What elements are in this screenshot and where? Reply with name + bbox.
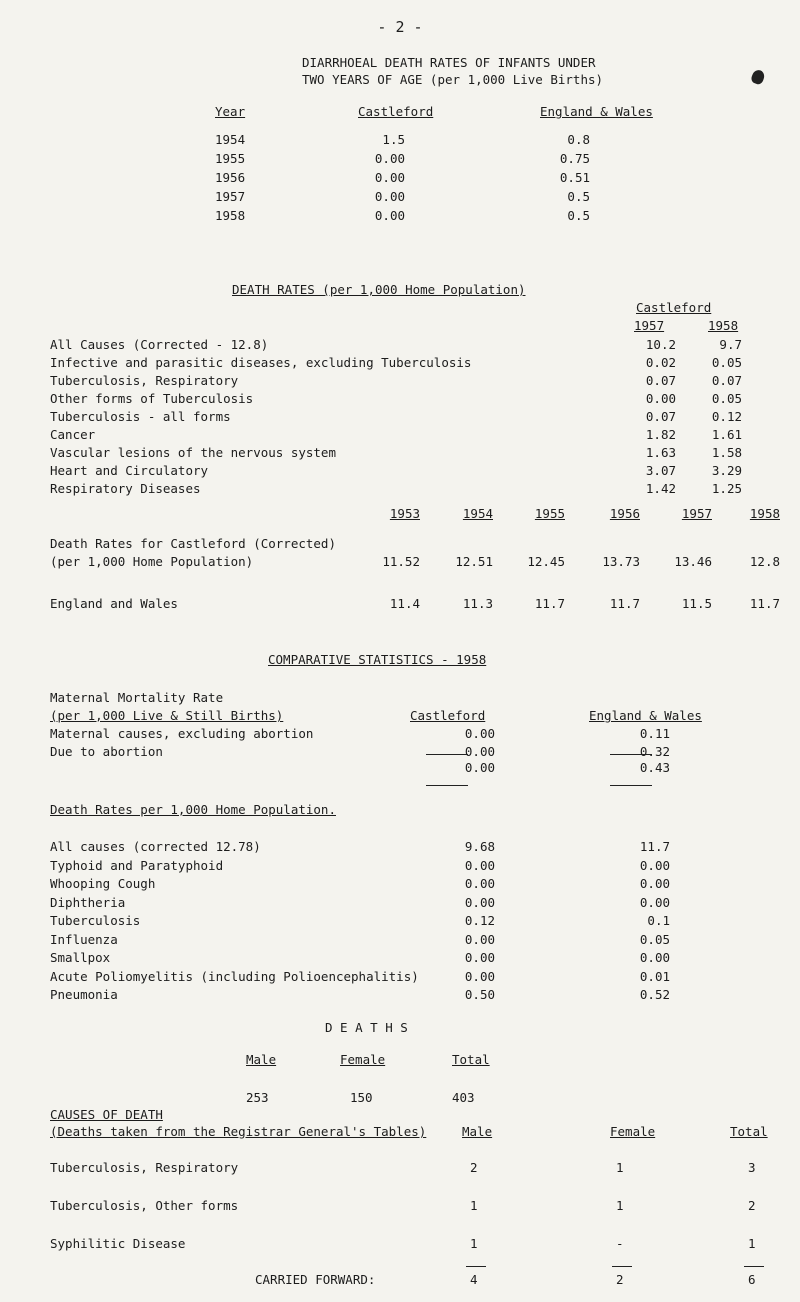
- comparative-death-label: Tuberculosis: [50, 913, 141, 928]
- comparative-header-england: England & Wales: [589, 708, 702, 723]
- infant-year: 1957: [215, 189, 246, 204]
- yearly-year: 1953: [389, 506, 420, 521]
- death-rate-1957: 0.07: [645, 409, 676, 424]
- comparative-death-england: 0.00: [639, 857, 670, 873]
- comparative-death-label: Pneumonia: [50, 987, 118, 1002]
- infant-year: 1955: [215, 151, 246, 166]
- death-rate-1958: 0.12: [711, 409, 742, 424]
- carried-rule-total: [744, 1266, 764, 1268]
- comparative-death-castleford: 0.50: [464, 987, 495, 1002]
- infant-castleford-value: 1.5: [382, 132, 405, 147]
- death-rate-1958: 3.29: [711, 463, 742, 478]
- comparative-title: COMPARATIVE STATISTICS - 1958: [268, 652, 487, 667]
- cause-female: 1: [616, 1160, 624, 1175]
- death-rate-1957: 0.00: [645, 391, 676, 406]
- comparative-death-label: Influenza: [50, 931, 118, 947]
- deaths-header-male: Male: [246, 1052, 277, 1067]
- death-rate-label: Tuberculosis - all forms: [50, 409, 231, 424]
- causes-subtitle: (Deaths taken from the Registrar General's Tables): [50, 1124, 427, 1139]
- comparative-death-label: All causes (corrected 12.78): [50, 839, 261, 854]
- total-rule-castleford: [426, 754, 468, 756]
- infant-castleford-value: 0.00: [374, 151, 405, 166]
- comparative-header-castleford: Castleford: [410, 708, 486, 723]
- total-underline-castleford: [426, 785, 468, 787]
- death-rate-label: Respiratory Diseases: [50, 481, 201, 496]
- yearly-year: 1957: [681, 506, 712, 521]
- comparative-death-england: 0.00: [639, 894, 670, 910]
- yearly-castleford-value: 13.73: [602, 554, 640, 569]
- death-rate-1957: 1.63: [645, 445, 676, 460]
- comparative-death-castleford: 0.00: [464, 931, 495, 947]
- death-rate-1957: 1.82: [645, 427, 676, 442]
- causes-header-male: Male: [462, 1124, 493, 1139]
- infant-title-line2: TWO YEARS OF AGE (per 1,000 Live Births): [302, 72, 604, 87]
- death-rate-1958: 0.05: [711, 355, 742, 370]
- death-rate-1957: 0.07: [645, 373, 676, 388]
- deaths-total-total: 403: [452, 1090, 475, 1105]
- yearly-castleford-value: 12.51: [455, 554, 493, 569]
- maternal-england: 0.32: [639, 744, 670, 759]
- death-rates-pop-title: Death Rates per 1,000 Home Population.: [50, 802, 336, 817]
- comparative-death-castleford: 0.00: [464, 894, 495, 910]
- infant-castleford-value: 0.00: [374, 170, 405, 185]
- death-rate-1958: 0.07: [711, 373, 742, 388]
- infant-header-england: England & Wales: [540, 104, 653, 119]
- death-rate-1957: 0.02: [645, 355, 676, 370]
- yearly-year: 1955: [534, 506, 565, 521]
- comparative-death-england: 0.1: [647, 913, 670, 928]
- infant-year: 1958: [215, 208, 246, 223]
- death-rate-label: All Causes (Corrected - 12.8): [50, 337, 269, 352]
- deaths-total-female: 150: [350, 1090, 373, 1105]
- death-rates-year-1957: 1957: [634, 318, 665, 333]
- yearly-row1-label1: Death Rates for Castleford (Corrected): [50, 536, 336, 551]
- infant-england-value: 0.5: [567, 208, 590, 223]
- yearly-row1-label2: (per 1,000 Home Population): [50, 554, 254, 569]
- infant-header-year: Year: [215, 104, 246, 119]
- maternal-label2: (per 1,000 Live & Still Births): [50, 708, 284, 723]
- infant-england-value: 0.8: [567, 132, 590, 147]
- comparative-death-england: 0.05: [639, 931, 670, 947]
- yearly-castleford-value: 11.52: [382, 554, 420, 569]
- cause-female: 1: [616, 1198, 624, 1213]
- deaths-total-male: 253: [246, 1090, 269, 1105]
- death-rate-label: Cancer: [50, 427, 96, 442]
- carried-rule-female: [612, 1266, 632, 1268]
- carried-rule-male: [466, 1266, 486, 1268]
- comparative-death-england: 0.00: [639, 876, 670, 891]
- comparative-death-castleford: 9.68: [464, 839, 495, 854]
- carried-forward-label: CARRIED FORWARD:: [255, 1272, 376, 1287]
- yearly-england-value: 11.3: [462, 596, 493, 611]
- comparative-death-castleford: 0.00: [464, 857, 495, 873]
- comparative-death-label: Acute Poliomyelitis (including Polioencephalitis): [50, 968, 419, 984]
- death-rate-1958: 9.7: [719, 337, 742, 352]
- infant-castleford-value: 0.00: [374, 208, 405, 223]
- comparative-death-england: 0.52: [639, 987, 670, 1002]
- carried-total: 6: [748, 1272, 756, 1287]
- death-rates-group-header: Castleford: [636, 300, 712, 315]
- comparative-death-england: 0.01: [639, 968, 670, 984]
- yearly-england-value: 11.7: [609, 596, 640, 611]
- death-rates-year-1958: 1958: [708, 318, 739, 333]
- comparative-death-label: Diphtheria: [50, 894, 126, 910]
- cause-male: 1: [470, 1236, 478, 1251]
- yearly-england-value: 11.5: [681, 596, 712, 611]
- maternal-total-castleford: 0.00: [464, 760, 495, 775]
- carried-female: 2: [616, 1272, 624, 1287]
- page-number: - 2 -: [377, 18, 423, 36]
- death-rate-1958: 1.58: [711, 445, 742, 460]
- yearly-year: 1956: [609, 506, 640, 521]
- death-rate-1958: 0.05: [711, 391, 742, 406]
- comparative-death-castleford: 0.12: [464, 913, 495, 928]
- infant-header-castleford: Castleford: [358, 104, 434, 119]
- death-rate-1957: 3.07: [645, 463, 676, 478]
- cause-total: 3: [748, 1160, 756, 1175]
- death-rate-1958: 1.25: [711, 481, 742, 496]
- comparative-death-label: Whooping Cough: [50, 876, 156, 891]
- comparative-death-castleford: 0.00: [464, 950, 495, 965]
- yearly-england-value: 11.7: [534, 596, 565, 611]
- infant-castleford-value: 0.00: [374, 189, 405, 204]
- death-rate-1957: 10.2: [645, 337, 676, 352]
- comparative-death-label: Smallpox: [50, 950, 111, 965]
- cause-male: 2: [470, 1160, 478, 1175]
- infant-year: 1954: [215, 132, 246, 147]
- infant-england-value: 0.75: [559, 151, 590, 166]
- total-underline-england: [610, 785, 652, 787]
- death-rate-label: Infective and parasitic diseases, excluding Tuberculosis: [50, 355, 472, 370]
- causes-header-total: Total: [730, 1124, 768, 1139]
- infant-title-line1: DIARRHOEAL DEATH RATES OF INFANTS UNDER: [302, 55, 596, 70]
- maternal-england: 0.11: [639, 726, 670, 741]
- infant-england-value: 0.51: [559, 170, 590, 185]
- deaths-header-total: Total: [452, 1052, 490, 1067]
- causes-header-female: Female: [610, 1124, 656, 1139]
- yearly-row2-label: England and Wales: [50, 596, 178, 611]
- yearly-castleford-value: 13.46: [674, 554, 712, 569]
- causes-title: CAUSES OF DEATH: [50, 1107, 163, 1122]
- cause-female: -: [616, 1236, 624, 1251]
- comparative-death-castleford: 0.00: [464, 968, 495, 984]
- cause-label: Syphilitic Disease: [50, 1236, 186, 1251]
- yearly-castleford-value: 12.8: [749, 554, 780, 569]
- maternal-total-england: 0.43: [639, 760, 670, 775]
- cause-label: Tuberculosis, Other forms: [50, 1198, 239, 1213]
- deaths-header-female: Female: [340, 1052, 386, 1067]
- deaths-title: D E A T H S: [325, 1020, 408, 1035]
- total-rule-england: [610, 754, 652, 756]
- maternal-castleford: 0.00: [464, 726, 495, 741]
- yearly-england-value: 11.7: [749, 596, 780, 611]
- comparative-death-castleford: 0.00: [464, 876, 495, 891]
- ink-mark: [750, 68, 766, 85]
- death-rate-label: Tuberculosis, Respiratory: [50, 373, 239, 388]
- death-rate-1957: 1.42: [645, 481, 676, 496]
- infant-england-value: 0.5: [567, 189, 590, 204]
- death-rate-1958: 1.61: [711, 427, 742, 442]
- death-rate-label: Vascular lesions of the nervous system: [50, 445, 336, 460]
- infant-year: 1956: [215, 170, 246, 185]
- maternal-label: Maternal causes, excluding abortion: [50, 726, 314, 741]
- cause-total: 2: [748, 1198, 756, 1213]
- maternal-castleford: 0.00: [464, 744, 495, 759]
- yearly-england-value: 11.4: [389, 596, 420, 611]
- comparative-death-england: 11.7: [639, 839, 670, 854]
- death-rates-title: DEATH RATES (per 1,000 Home Population): [232, 282, 526, 297]
- death-rate-label: Other forms of Tuberculosis: [50, 391, 254, 406]
- cause-label: Tuberculosis, Respiratory: [50, 1160, 239, 1175]
- comparative-death-label: Typhoid and Paratyphoid: [50, 857, 224, 873]
- cause-total: 1: [748, 1236, 756, 1251]
- maternal-label1: Maternal Mortality Rate: [50, 690, 224, 705]
- cause-male: 1: [470, 1198, 478, 1213]
- death-rate-label: Heart and Circulatory: [50, 463, 209, 478]
- yearly-castleford-value: 12.45: [527, 554, 565, 569]
- carried-male: 4: [470, 1272, 478, 1287]
- yearly-year: 1958: [749, 506, 780, 521]
- yearly-year: 1954: [462, 506, 493, 521]
- comparative-death-england: 0.00: [639, 950, 670, 965]
- maternal-label: Due to abortion: [50, 744, 163, 759]
